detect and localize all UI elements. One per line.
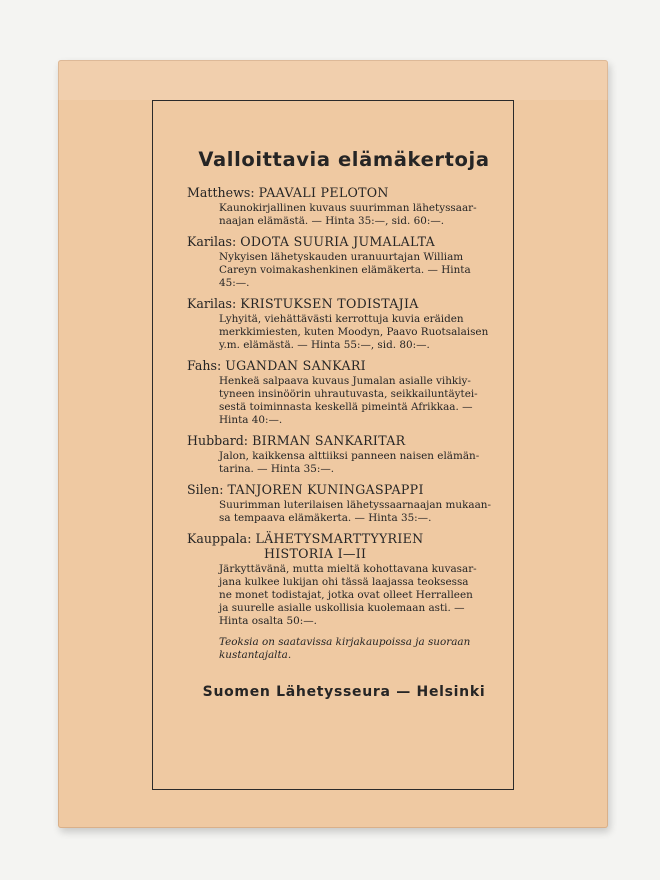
entry-heading xyxy=(187,234,435,249)
entry-author: Matthews: xyxy=(187,185,255,200)
entry-description-line: Henkeä salpaava kuvaus Jumalan asialle vihkiy- xyxy=(219,375,471,387)
publisher-name: Suomen Lähetysseura — Helsinki xyxy=(202,684,486,700)
entry-heading xyxy=(187,358,366,373)
entry-description-line: ne monet todistajat, jotka ovat olleet Herralleen xyxy=(219,589,473,601)
entry-title-line-2: HISTORIA I—II xyxy=(264,546,367,561)
entry-description-line: Jalon, kaikkensa alttiiksi panneen naisen elämän- xyxy=(219,450,480,462)
entry-description-line: y.m. elämästä. — Hinta 55:—, sid. 80:—. xyxy=(219,339,430,351)
entry-title: LÄHETYSMARTTYYRIEN xyxy=(255,531,424,546)
entry-description-line: sa tempaava elämäkerta. — Hinta 35:—. xyxy=(219,512,432,524)
entry-description-line: merkkimiesten, kuten Moodyn, Paavo Ruotsalaisen xyxy=(219,326,489,338)
entry-author: Fahs: xyxy=(187,358,222,373)
entry-author: Karilas: xyxy=(187,296,237,311)
entry-title: PAAVALI PELOTON xyxy=(258,185,389,200)
entry-heading xyxy=(187,433,405,448)
entry-description-line: jana kulkee lukijan ohi tässä laajassa teoksessa xyxy=(219,576,469,588)
entry-author: Kauppala: xyxy=(187,531,252,546)
entry-description-line: tyneen insinöörin uhrautuvasta, seikkailuntäytei- xyxy=(219,388,478,400)
entry-description-line: 45:—. xyxy=(219,277,250,289)
entry-description-line: Järkyttävänä, mutta mieltä kohottavana kuvasar- xyxy=(219,563,477,575)
entry-description-line: tarina. — Hinta 35:—. xyxy=(219,463,335,475)
entry-description-line: ja suurelle asialle uskollisia kuolemaan asti. — xyxy=(219,602,465,614)
entry-title: UGANDAN SANKARI xyxy=(225,358,366,373)
availability-note-line: Teoksia on saatavissa kirjakaupoissa ja suoraan xyxy=(219,636,471,648)
entry-title: KRISTUKSEN TODISTAJIA xyxy=(240,296,419,311)
entry-description-line: Hinta osalta 50:—. xyxy=(219,615,317,627)
entry-author: Hubbard: xyxy=(187,433,249,448)
entry-description-line: naajan elämästä. — Hinta 35:—, sid. 60:—. xyxy=(219,215,445,227)
entry-description-line: Nykyisen lähetyskauden uranuurtajan William xyxy=(219,251,464,263)
entry-author: Karilas: xyxy=(187,234,237,249)
entry-title: ODOTA SUURIA JUMALALTA xyxy=(240,234,436,249)
entry-description-line: Suurimman luterilaisen lähetyssaarnaajan mukaan- xyxy=(219,499,491,511)
entry-heading xyxy=(187,185,389,200)
entry-title-continued xyxy=(264,546,366,561)
entry-description-line: Careyn voimakashenkinen elämäkerta. — Hinta xyxy=(219,264,471,276)
entry-heading xyxy=(187,531,423,546)
entry-description-line: Kaunokirjallinen kuvaus suurimman lähetyssaar- xyxy=(219,202,477,214)
entry-title: TANJOREN KUNINGASPAPPI xyxy=(227,482,424,497)
entry-description-line: Hinta 40:—. xyxy=(219,414,283,426)
entry-heading xyxy=(187,482,424,497)
entry-description-line: sestä toiminnasta keskellä pimeintä Afrikkaa. — xyxy=(219,401,473,413)
availability-note-line: kustantajalta. xyxy=(219,649,292,661)
entry-title: BIRMAN SANKARITAR xyxy=(252,433,406,448)
cover-fade xyxy=(58,60,608,100)
entry-heading xyxy=(187,296,419,311)
page-heading: Valloittavia elämäkertoja xyxy=(198,148,490,171)
entry-description-line: Lyhyitä, viehättävästi kerrottuja kuvia eräiden xyxy=(219,313,464,325)
entry-author: Silen: xyxy=(187,482,224,497)
